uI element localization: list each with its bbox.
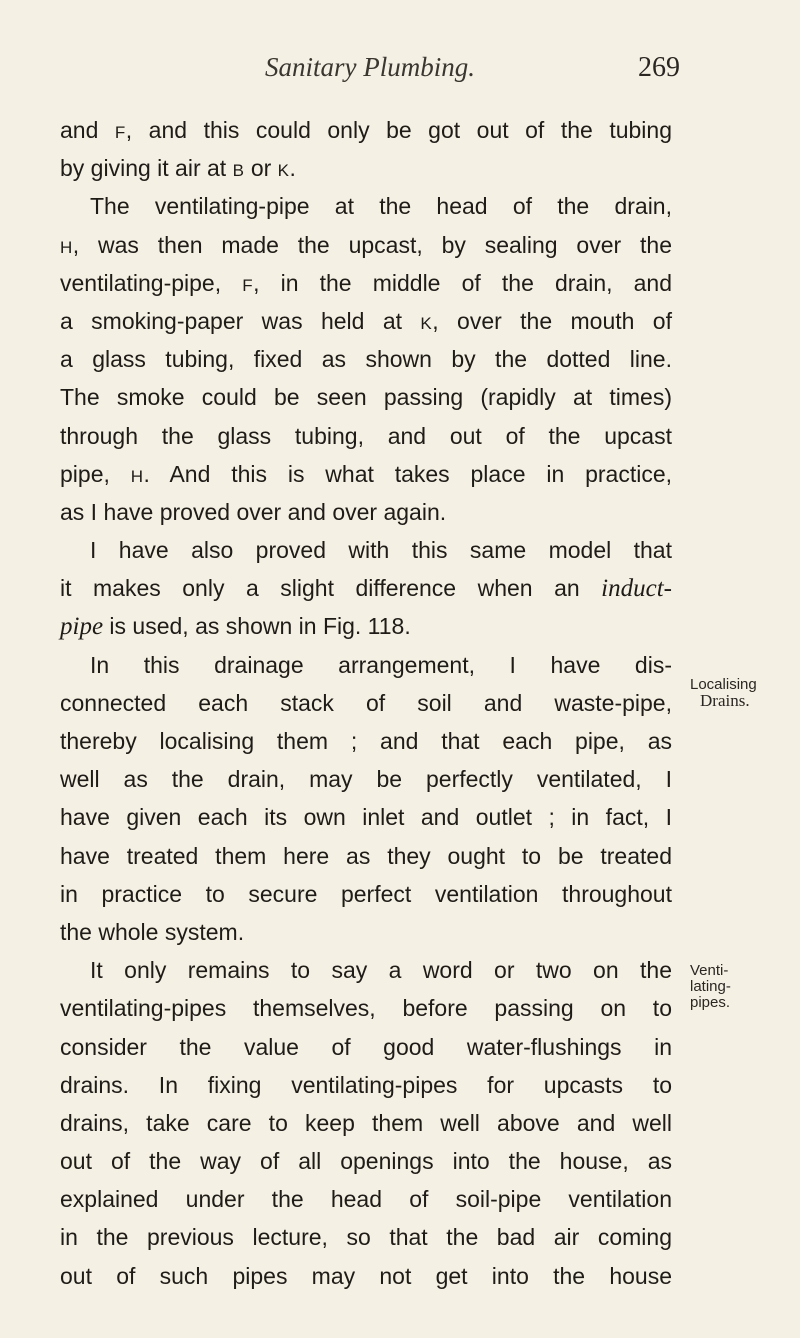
text-line: a glass tubing, fixed as shown by the dotted line. [60,346,672,373]
text-line: explained under the head of soil-pipe ventilation [60,1186,672,1213]
text-line: pipe, H. And this is what takes place in practice, [60,460,673,487]
text-line: It only remains to say a word or two on the [90,957,672,984]
text-line: drains, take care to keep them well above and well [60,1109,672,1136]
text-line: in practice to secure perfect ventilation throughout [60,880,672,907]
running-head: Sanitary Plumbing. [265,52,475,82]
text-line: have given each its own inlet and outlet ; in fact, I [60,804,672,831]
text-line: In this drainage arrangement, I have dis- [90,651,672,678]
text-line: consider the value of good water-flushings in [60,1033,672,1060]
text-line: ventilating-pipe, F, in the middle of the drain, and [60,269,672,296]
margin-note-ventilating: Venti- lating- pipes. [690,962,731,1011]
text-line: H, was then made the upcast, by sealing over the [60,231,672,258]
text-line: well as the drain, may be perfectly ventilated, I [60,766,672,793]
text-line: the whole system. [60,918,245,945]
text-line: I have also proved with this same model that [90,537,672,564]
text-line: The smoke could be seen passing (rapidly at times) [60,384,672,411]
text-line: in the previous lecture, so that the bad air coming [60,1224,672,1251]
page-header [60,52,680,92]
text-line: by giving it air at B or K. [60,155,296,182]
page-number: 269 [638,52,680,83]
text-line: out of such pipes may not get into the house [60,1262,672,1289]
text-line: it makes only a slight difference when an induct- [60,575,672,603]
text-line: as I have proved over and over again. [60,498,447,525]
text-line: pipe is used, as shown in Fig. 118. [60,613,411,641]
text-line: The ventilating-pipe at the head of the drain, [90,193,672,220]
text-line: a smoking-paper was held at K, over the mouth of [60,307,672,334]
text-line: thereby localising them ; and that each pipe, as [60,728,672,754]
text-line: connected each stack of soil and waste-pipe, [60,689,672,716]
text-line: through the glass tubing, and out of the upcast [60,422,672,449]
text-line: out of the way of all openings into the house, as [60,1148,672,1175]
text-line: and F, and this could only be got out of the tubing [60,117,672,143]
text-line: drains. In fixing ventilating-pipes for upcasts to [60,1071,672,1098]
text-line: have treated them here as they ought to be treated [60,842,672,869]
text-line: ventilating-pipes themselves, before passing on to [60,995,672,1022]
body-text [60,111,672,1295]
margin-note-localising: Localising Drains. [690,676,757,710]
